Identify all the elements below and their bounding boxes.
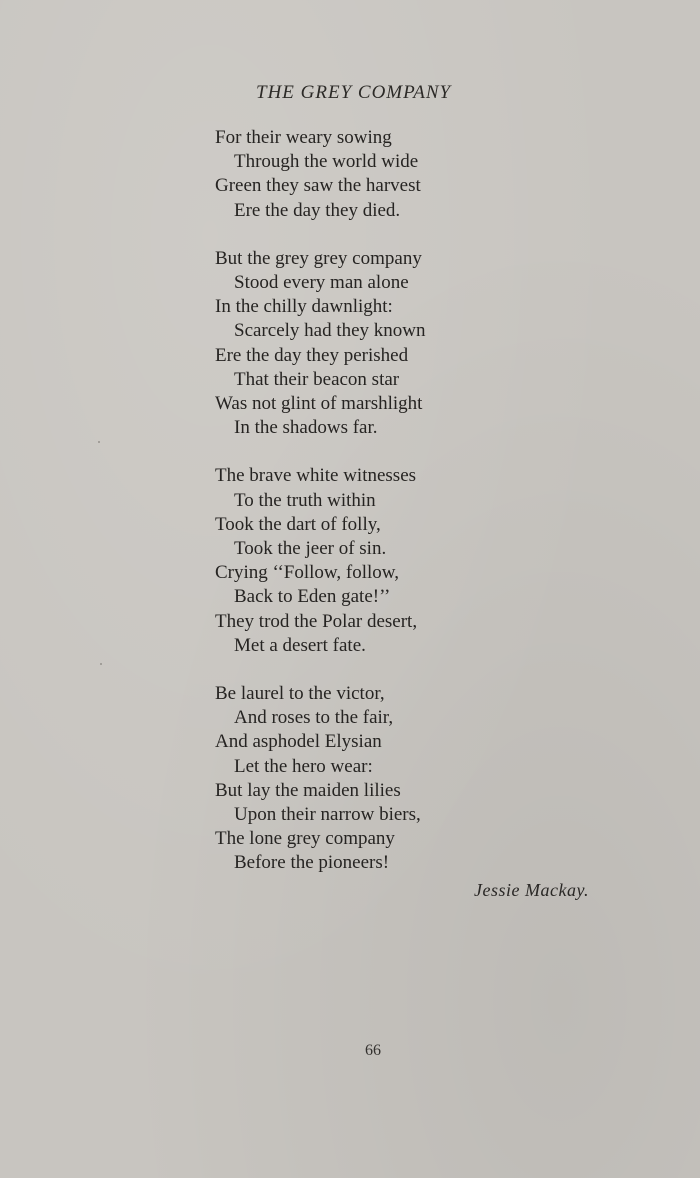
poem-line: Scarcely had they known xyxy=(234,320,426,342)
author-attribution: Jessie Mackay. xyxy=(474,880,589,900)
poem-line: Back to Eden gate!’’ xyxy=(234,586,391,608)
stanza xyxy=(215,247,426,441)
poem-line: Was not glint of marshlight xyxy=(215,393,423,415)
poem-line: Ere the day they perished xyxy=(215,344,409,366)
paper-speck xyxy=(98,441,100,443)
stanza xyxy=(215,464,426,658)
poem-line: But lay the maiden lilies xyxy=(215,779,401,801)
stanza xyxy=(215,126,426,223)
poem-line: In the chilly dawnlight: xyxy=(215,296,393,318)
poem-line: For their weary sowing xyxy=(215,127,392,148)
poem-line: And roses to the fair, xyxy=(234,707,394,729)
poem-line: That their beacon star xyxy=(234,368,400,390)
stanza xyxy=(215,682,426,876)
poem-line: Ere the day they died. xyxy=(234,199,401,221)
poem-line: Through the world wide xyxy=(234,151,419,173)
poem-line: They trod the Polar desert, xyxy=(215,610,418,632)
page-number: 66 xyxy=(365,1042,381,1059)
poem-line: Before the pioneers! xyxy=(234,852,390,874)
poem-line: Crying ‘‘Follow, follow, xyxy=(215,562,400,584)
poem-line: To the truth within xyxy=(234,489,376,511)
poem-line: Took the dart of folly, xyxy=(215,513,381,535)
poem-line: Let the hero wear: xyxy=(234,755,373,777)
poem-line: Upon their narrow biers, xyxy=(234,804,421,826)
paper-speck xyxy=(100,663,102,665)
poem-line: The lone grey company xyxy=(215,828,395,850)
poem-line: Green they saw the harvest xyxy=(215,175,421,197)
poem-line: Took the jeer of sin. xyxy=(234,538,387,560)
poem-line: But the grey grey company xyxy=(215,247,422,269)
poem-line: The brave white witnesses xyxy=(215,465,417,487)
poem-line: In the shadows far. xyxy=(234,417,378,439)
poem-body xyxy=(215,126,426,876)
poem-line: Be laurel to the victor, xyxy=(215,683,385,705)
poem-line: And asphodel Elysian xyxy=(215,731,382,753)
poem-line: Met a desert fate. xyxy=(234,634,366,656)
poem-line: Stood every man alone xyxy=(234,272,409,294)
running-head-title: THE GREY COMPANY xyxy=(256,82,452,103)
